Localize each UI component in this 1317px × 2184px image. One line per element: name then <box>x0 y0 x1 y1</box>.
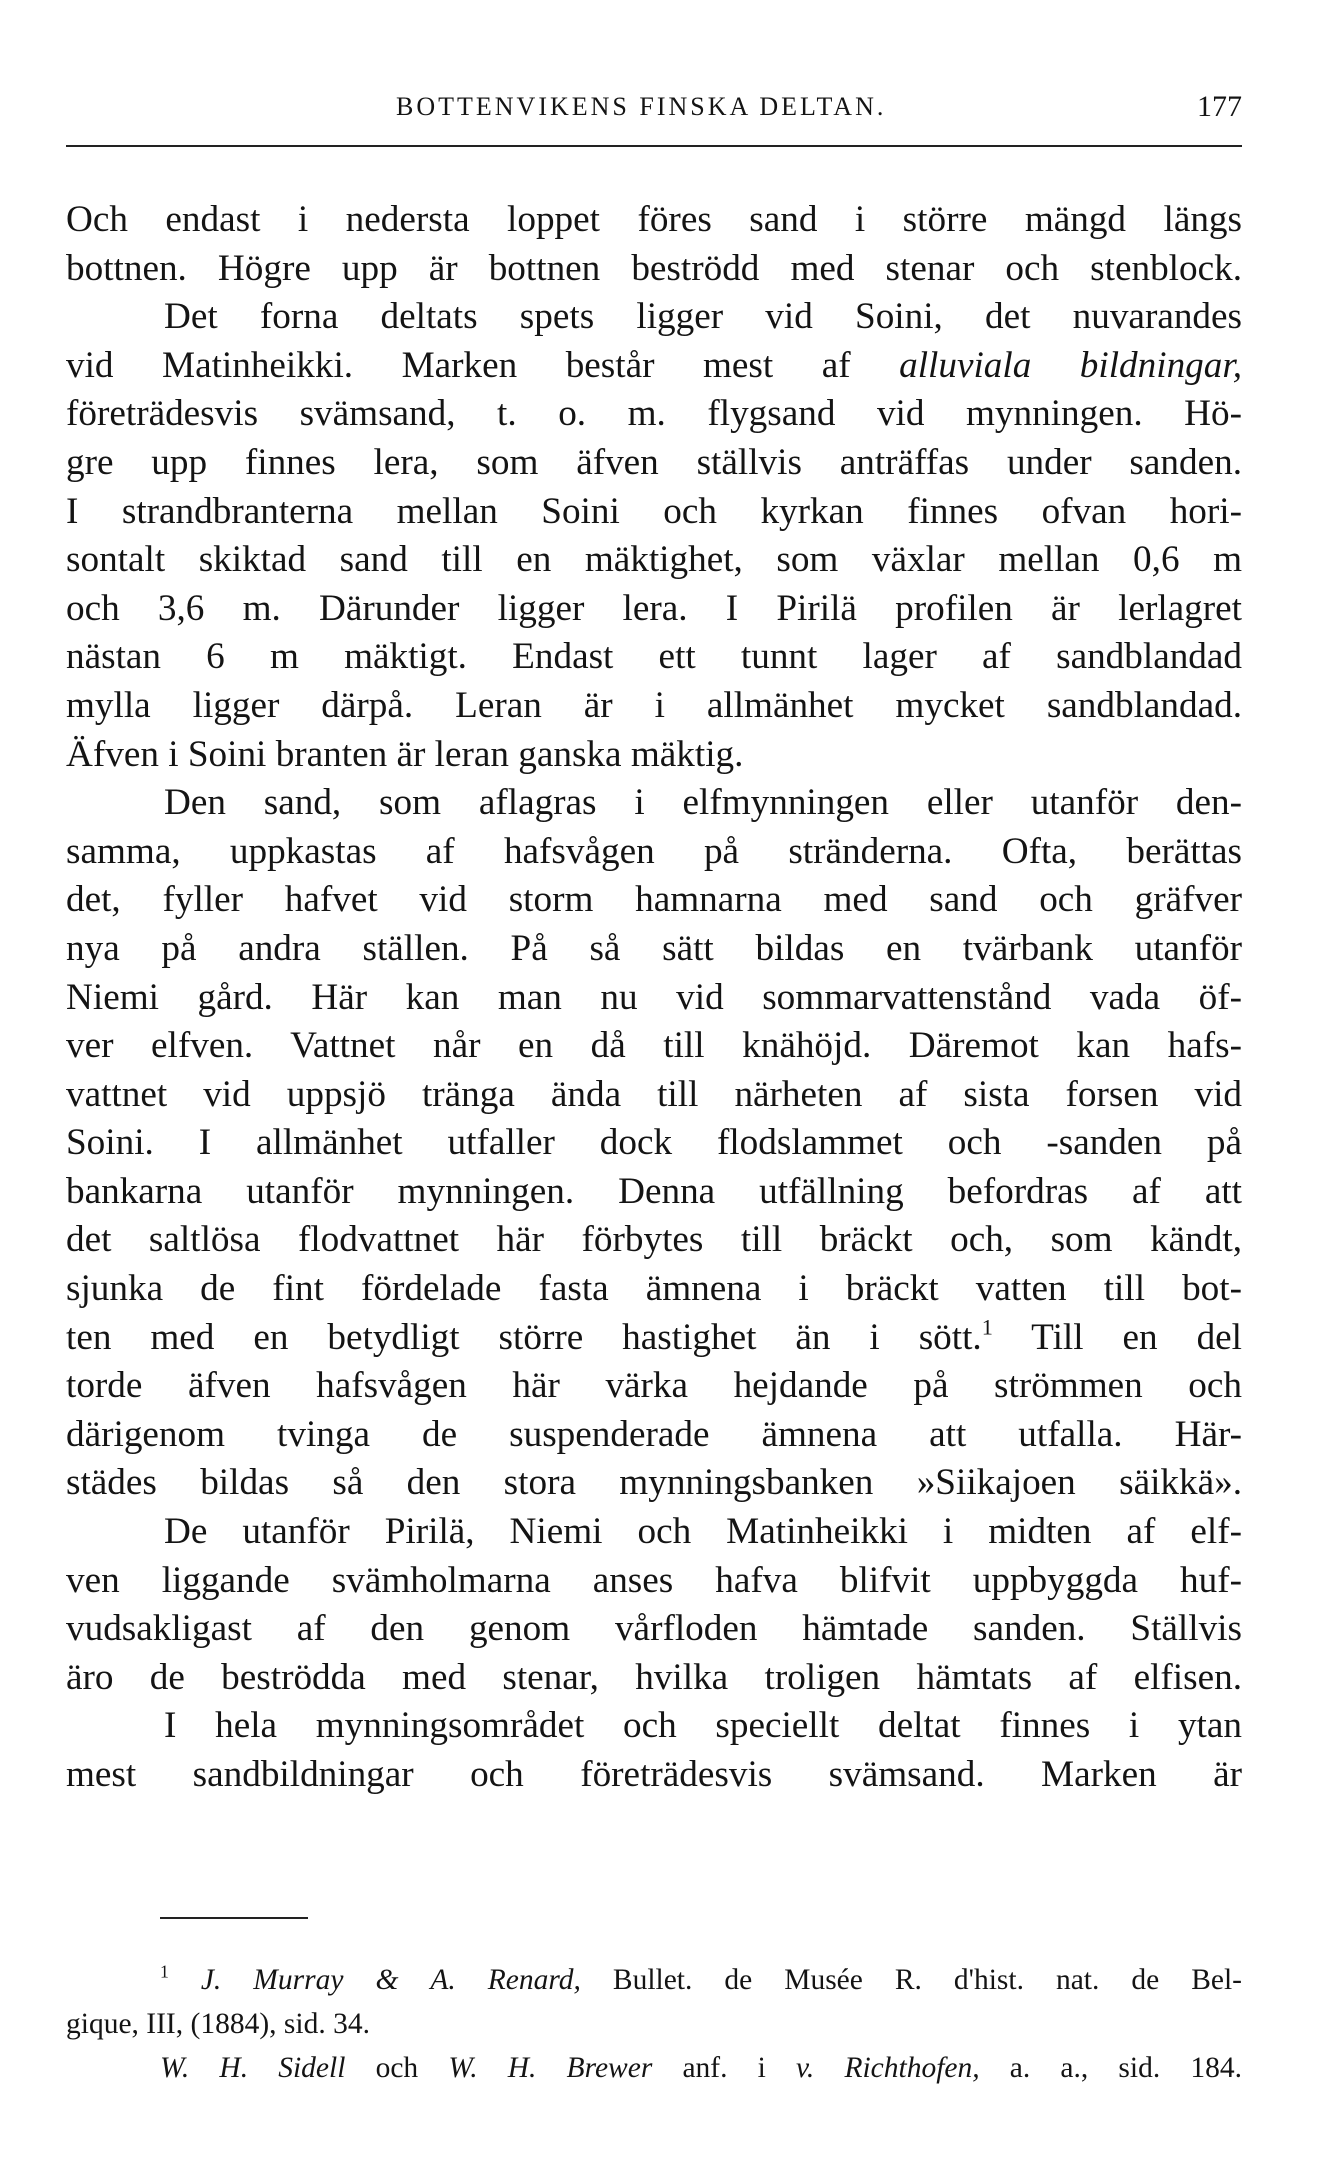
text-line: det, fyller hafvet vid storm hamnarna med sand och gräfver <box>66 879 1242 921</box>
footnote-author: v. Richthofen, <box>796 2052 980 2084</box>
footnotes <box>66 1958 1242 2090</box>
footnote-2 <box>66 2046 1242 2090</box>
text-line: Det forna deltats spets ligger vid Soini, det nuvarandes <box>164 296 1242 338</box>
text-line: och 3,6 m. Därunder ligger lera. I Pirilä profilen är lerlagret <box>66 587 1242 629</box>
footnote-text: Bullet. de Musée R. d'hist. nat. de Bel- <box>580 1964 1242 1996</box>
text-line <box>66 342 1242 391</box>
text-line: sontalt skiktad sand till en mäktighet, som växlar mellan 0,6 m <box>66 539 1242 581</box>
text-line: bottnen. Högre upp är bottnen beströdd med stenar och stenblock. <box>66 247 1242 289</box>
text-line: I hela mynningsområdet och speciellt deltat finnes i ytan <box>164 1705 1242 1747</box>
body-text <box>66 196 1242 1800</box>
text-line: mest sandbildningar och företrädesvis svämsand. Marken är <box>66 1754 1242 1795</box>
footnote-marker: 1 <box>160 1961 169 1982</box>
text-line: nästan 6 m mäktigt. Endast ett tunnt lager af sandblandad <box>66 636 1242 678</box>
header-rule <box>66 145 1242 147</box>
footnote-ampersand: & <box>375 1964 399 1996</box>
footnote-text: och <box>345 2052 449 2084</box>
text-line: ver elfven. Vattnet når en då till knähöjd. Däremot kan hafs- <box>66 1025 1242 1067</box>
text-line: vattnet vid uppsjö tränga ända till närheten af sista forsen vid <box>66 1073 1242 1115</box>
italic-term: alluviala bildningar, <box>899 344 1242 386</box>
text-line: det saltlösa flodvattnet här förbytes till bräckt och, som kändt, <box>66 1219 1242 1261</box>
footnote-1-line-2: gique, III, (1884), sid. 34. <box>66 2008 370 2040</box>
footnote-rule <box>160 1917 308 1919</box>
footnote-text: anf. i <box>652 2052 797 2084</box>
text-line: samma, uppkastas af hafsvågen på stränderna. Ofta, berättas <box>66 830 1242 872</box>
footnote-1-line-1 <box>66 1958 1242 2002</box>
text-line: företrädesvis svämsand, t. o. m. flygsand vid mynningen. Hö- <box>66 393 1242 435</box>
text-line: vudsakligast af den genom vårfloden hämtade sanden. Ställvis <box>66 1608 1242 1650</box>
text-line: sjunka de fint fördelade fasta ämnena i bräckt vatten till bot- <box>66 1268 1242 1310</box>
text-line: städes bildas så den stora mynningsbanken »Siikajoen säikkä». <box>66 1462 1242 1504</box>
text-line: I strandbranterna mellan Soini och kyrkan finnes ofvan hori- <box>66 490 1242 532</box>
text-line: Äfven i Soini branten är leran ganska mäktig. <box>66 733 744 775</box>
text-line: därigenom tvinga de suspenderade ämnena att utfalla. Här- <box>66 1413 1242 1455</box>
text-line: gre upp finnes lera, som äfven ställvis anträffas under sanden. <box>66 441 1242 483</box>
text-line: torde äfven hafsvågen här värka hejdande på strömmen och <box>66 1365 1242 1407</box>
footnote-author: W. H. Sidell <box>160 2052 346 2084</box>
running-head <box>66 88 1242 128</box>
text-line: bankarna utanför mynningen. Denna utfällning befordras af att <box>66 1170 1242 1212</box>
text-line: ven liggande svämholmarna anses hafva blifvit uppbyggda huf- <box>66 1559 1242 1601</box>
text-segment: ten med en betydligt större hastighet än i sött. <box>66 1316 982 1358</box>
text-line <box>66 1314 1242 1363</box>
text-line: Den sand, som aflagras i elfmynningen eller utanför den- <box>164 782 1242 824</box>
page-number: 177 <box>1197 90 1242 123</box>
text-line: nya på andra ställen. På så sätt bildas en tvärbank utanför <box>66 927 1242 969</box>
text-line: Niemi gård. Här kan man nu vid sommarvattenstånd vada öf- <box>66 976 1242 1018</box>
footnote-text: a. a., sid. 184. <box>979 2052 1242 2084</box>
text-segment: Till en del <box>992 1316 1242 1358</box>
text-line: Soini. I allmänhet utfaller dock flodslammet och -sanden på <box>66 1122 1242 1164</box>
footnote-author: A. Renard, <box>430 1964 581 1996</box>
running-title: BOTTENVIKENS FINSKA DELTAN. <box>396 92 887 121</box>
footnote-author: J. Murray <box>200 1964 344 1996</box>
text-line: mylla ligger därpå. Leran är i allmänhet mycket sandblandad. <box>66 684 1242 726</box>
text-line: äro de beströdda med stenar, hvilka troligen hämtats af elfisen. <box>66 1656 1242 1698</box>
text-segment: vid Matinheikki. Marken består mest af <box>66 344 900 386</box>
text-line: Och endast i nedersta loppet föres sand i större mängd längs <box>66 199 1242 240</box>
footnote-reference: 1 <box>981 1314 993 1340</box>
text-line: De utanför Pirilä, Niemi och Matinheikki i midten af elf- <box>164 1511 1242 1553</box>
footnote-author: W. H. Brewer <box>448 2052 653 2084</box>
